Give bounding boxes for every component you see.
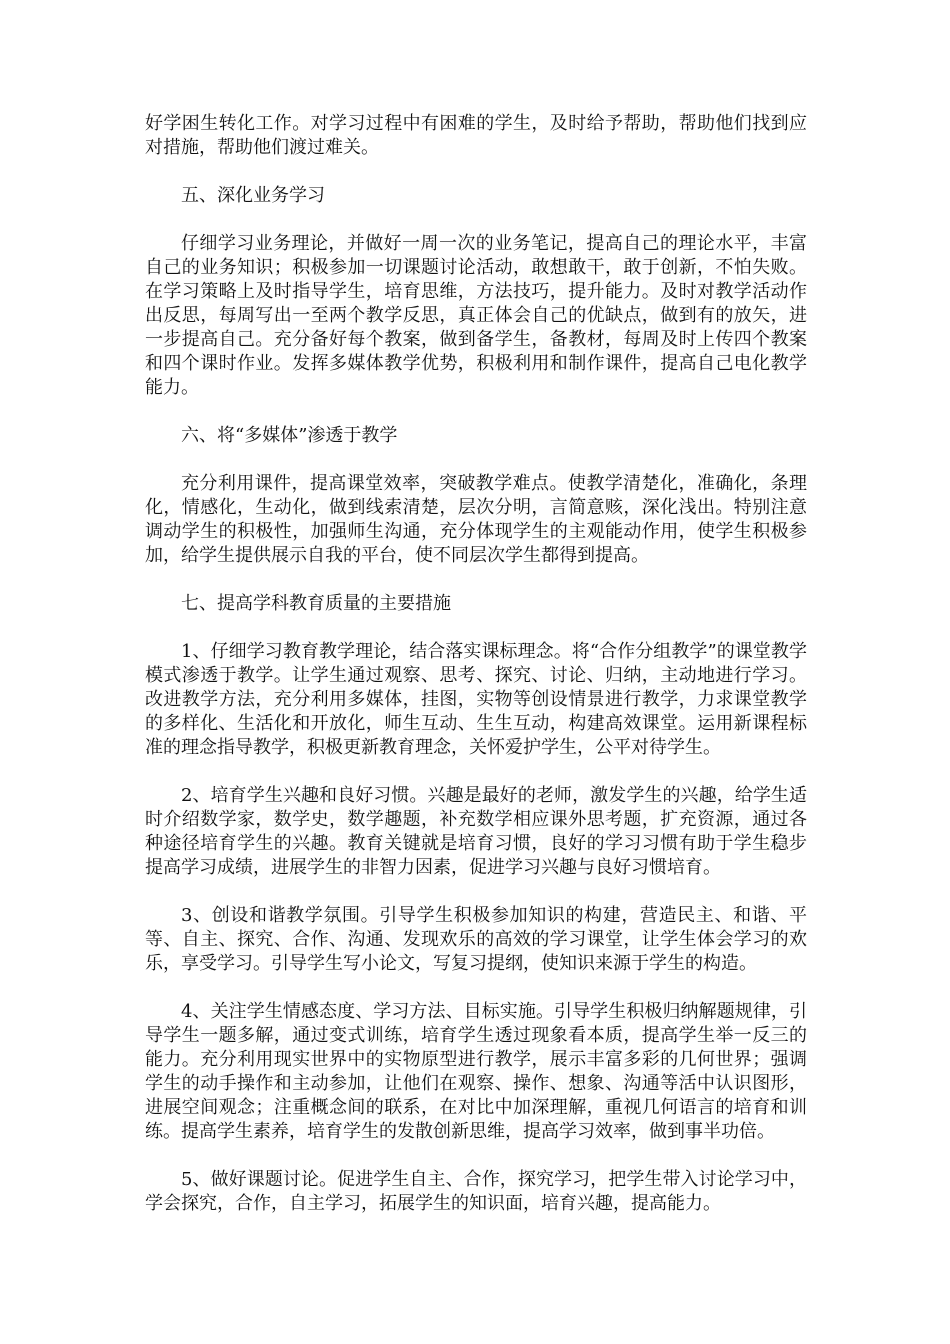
paragraph-section-6: 充分利用课件，提高课堂效率，突破教学难点。使教学清楚化，准确化，条理化，情感化，生动化，做到线索清楚，层次分明，言简意赅，深化浅出。特别注意调动学生的积极性，加强师生沟通，充分体现学生的主观能动作用，使学生积极参加，给学生提供展示自我的平台，使不同层次学生都得到提高。 (145, 473, 807, 566)
measure-item-4: 4、关注学生情感态度、学习方法、目标实施。引导学生积极归纳解题规律，引导学生一题多解，通过变式训练，培育学生透过现象看本质，提高学生举一反三的能力。充分利用现实世界中的实物原型进行教学，展示丰富多彩的几何世界；强调学生的动手操作和主动参加，让他们在观察、操作、想象、沟通等活中认识图形，进展空间观念；注重概念间的联系，在对比中加深理解，重视几何语言的培育和训练。提高学生素养，培育学生的发散创新思维，提高学习效率，做到事半功倍。 (145, 1001, 807, 1142)
measure-item-2: 2、培育学生兴趣和良好习惯。兴趣是最好的老师，激发学生的兴趣，给学生适时介绍数学家，数学史，数学趣题，补充数学相应课外思考题，扩充资源，通过各种途径培育学生的兴趣。教育关键就是培育习惯，良好的学习习惯有助于学生稳步提高学习成绩，进展学生的非智力因素，促进学习兴趣与良好习惯培育。 (145, 785, 807, 878)
section-heading-7: 七、提高学科教育质量的主要措施 (181, 593, 451, 614)
document-body (145, 112, 807, 1240)
paragraph-section-5: 仔细学习业务理论，并做好一周一次的业务笔记，提高自己的理论水平，丰富自己的业务知识；积极参加一切课题讨论活动，敢想敢干，敢于创新，不怕失败。在学习策略上及时指导学生，培育思维，方法技巧，提升能力。及时对教学活动作出反思，每周写出一至两个教学反思，真正体会自己的优缺点，做到有的放矢，进一步提高自己。充分备好每个教案，做到备学生，备教材，每周及时上传四个教案和四个课时作业。发挥多媒体教学优势，积极利用和制作课件，提高自己电化教学能力。 (145, 233, 807, 398)
measure-item-3: 3、创设和谐教学氛围。引导学生积极参加知识的构建，营造民主、和谐、平等、自主、探究、合作、沟通、发现欢乐的高效的学习课堂，让学生体会学习的欢乐，享受学习。引导学生写小论文，写复习提纲，使知识来源于学生的构造。 (145, 905, 807, 974)
measure-item-5: 5、做好课题讨论。促进学生自主、合作，探究学习，把学生带入讨论学习中，学会探究，合作，自主学习，拓展学生的知识面，培育兴趣，提高能力。 (145, 1169, 807, 1214)
section-heading-6: 六、将“多媒体”渗透于教学 (181, 425, 398, 446)
section-heading-5: 五、深化业务学习 (181, 185, 325, 206)
measure-item-1: 1、仔细学习教育教学理论，结合落实课标理念。将“合作分组教学”的课堂教学模式渗透于教学。让学生通过观察、思考、探究、讨论、归纳，主动地进行学习。改进教学方法，充分利用多媒体，挂图，实物等创设情景进行教学，力求课堂教学的多样化、生活化和开放化，师生互动、生生互动，构建高效课堂。运用新课程标准的理念指导教学，积极更新教育理念，关怀爱护学生，公平对待学生。 (145, 641, 807, 758)
paragraph-intro: 好学困生转化工作。对学习过程中有困难的学生，及时给予帮助，帮助他们找到应对措施，帮助他们渡过难关。 (145, 113, 807, 158)
